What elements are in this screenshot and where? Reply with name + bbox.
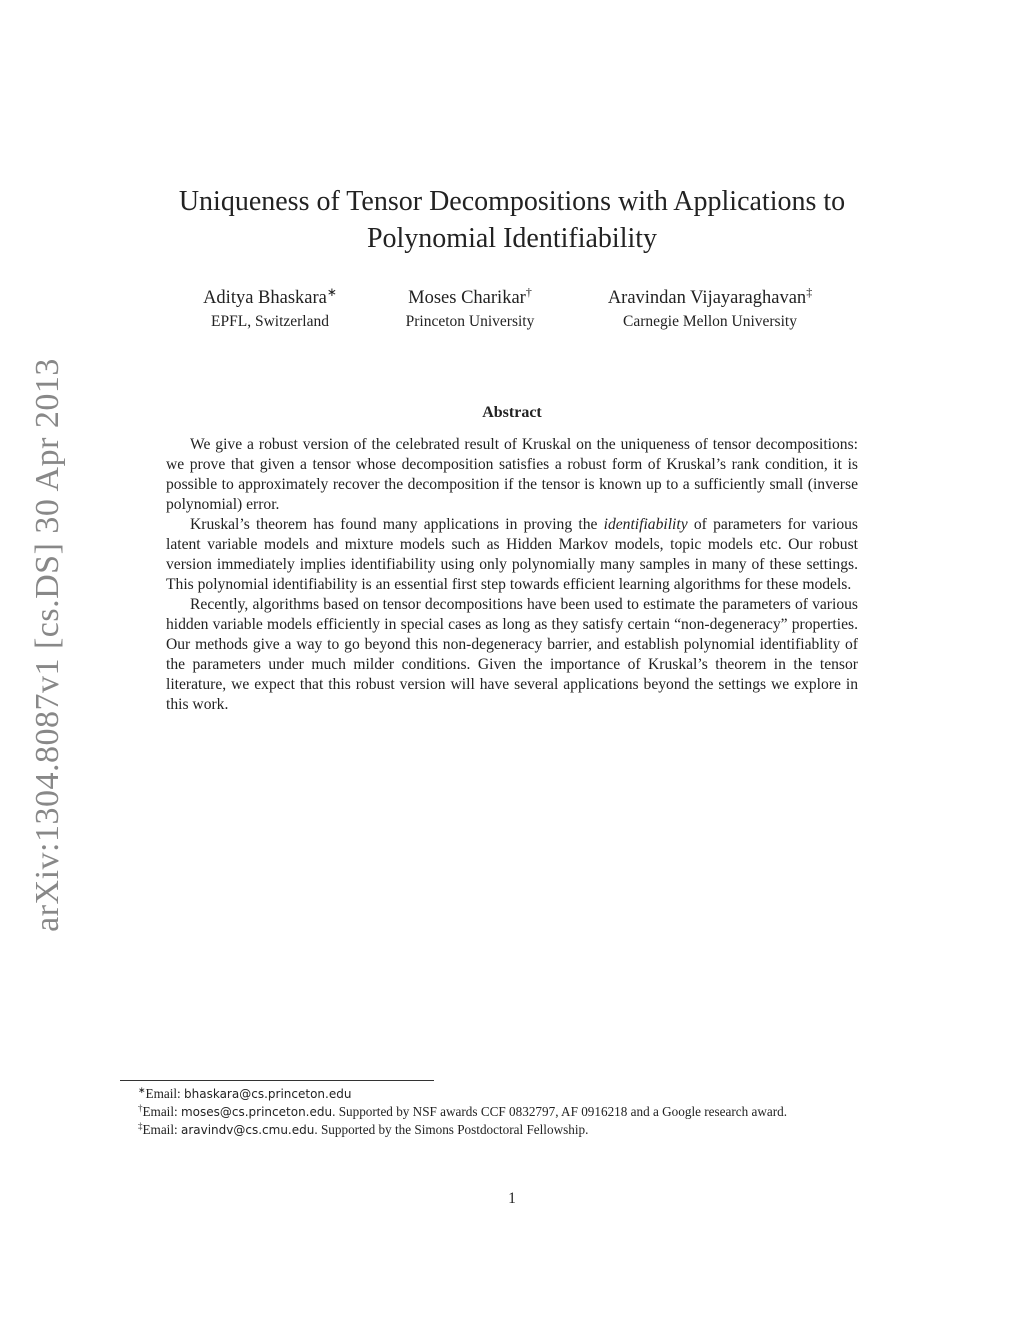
email-address: moses@cs.princeton.edu [180, 1105, 333, 1119]
author-block [170, 286, 370, 333]
author-block [585, 286, 835, 333]
author-affiliation: Princeton University [405, 313, 535, 330]
author-footnote-mark: ‡ [806, 285, 813, 299]
footnote: ‡Email: aravindv@cs.cmu.edu. Supported by the Simons Postdoctoral Fellowship. [138, 1121, 589, 1137]
paper-title-line-1: Uniqueness of Tensor Decompositions with Applications to [178, 186, 846, 217]
author-footnote-mark: † [525, 285, 532, 299]
author-affiliation: EPFL, Switzerland [211, 313, 329, 330]
abstract-paragraph-3: Recently, algorithms based on tensor decompositions have been used to estimate the parameters of various hidden variable models efficiently in special cases as long as they satisfy certain “non-degeneracy” properties. Our methods give a way to go beyond this non-degeneracy barrier, and establish polynomial identifiablity of the parameters under much milder conditions. Given the importance of Kruskal’s theorem in the tensor literature, we expect that this robust version will have several applications beyond the settings we explore in this work. [166, 596, 858, 713]
author-name: Aditya Bhaskara∗ [203, 285, 337, 308]
abstract-paragraph-2: Kruskal’s theorem has found many applications in proving the identifiability of parameters for various latent variable models and mixture models such as Hidden Markov models, topic models etc. Our robust version immediately implies identifiability using only polynomially many samples in many of these settings. This polynomial identifiability is an essential first step towards efficient learning algorithms for these models. [166, 516, 858, 593]
emphasized-term: identifiability [603, 516, 688, 533]
author-affiliation: Carnegie Mellon University [623, 313, 797, 330]
footnotes [120, 1085, 904, 1139]
page-number: 1 [508, 1190, 516, 1207]
author-name: Aravindan Vijayaraghavan‡ [607, 285, 813, 308]
email-address: aravindv@cs.cmu.edu [180, 1123, 315, 1137]
author-block [370, 286, 570, 333]
abstract-heading: Abstract [482, 404, 542, 421]
arxiv-identifier-stamp: arXiv:1304.8087v1 [cs.DS] 30 Apr 2013 [29, 358, 66, 932]
footnote: †Email: moses@cs.princeton.edu. Supported by NSF awards CCF 0832797, AF 0916218 and a Google research award. [138, 1103, 788, 1119]
paper-title-line-2: Polynomial Identifiability [366, 223, 658, 254]
author-name: Moses Charikar† [408, 285, 532, 308]
abstract-body [166, 435, 858, 715]
author-footnote-mark: ∗ [326, 285, 337, 299]
email-address: bhaskara@cs.princeton.edu [184, 1087, 352, 1101]
footnote-divider [120, 1080, 434, 1081]
paper-title [120, 183, 904, 257]
abstract-paragraph-1: We give a robust version of the celebrated result of Kruskal on the uniqueness of tensor decompositions: we prove that given a tensor whose decomposition satisfies a robust form of Kruskal’s rank condition, it is possible to approximately recover the decomposition if the tensor is known up to a sufficiently small (inverse polynomial) error. [166, 436, 858, 513]
footnote: ∗Email: bhaskara@cs.princeton.edu [138, 1085, 352, 1101]
